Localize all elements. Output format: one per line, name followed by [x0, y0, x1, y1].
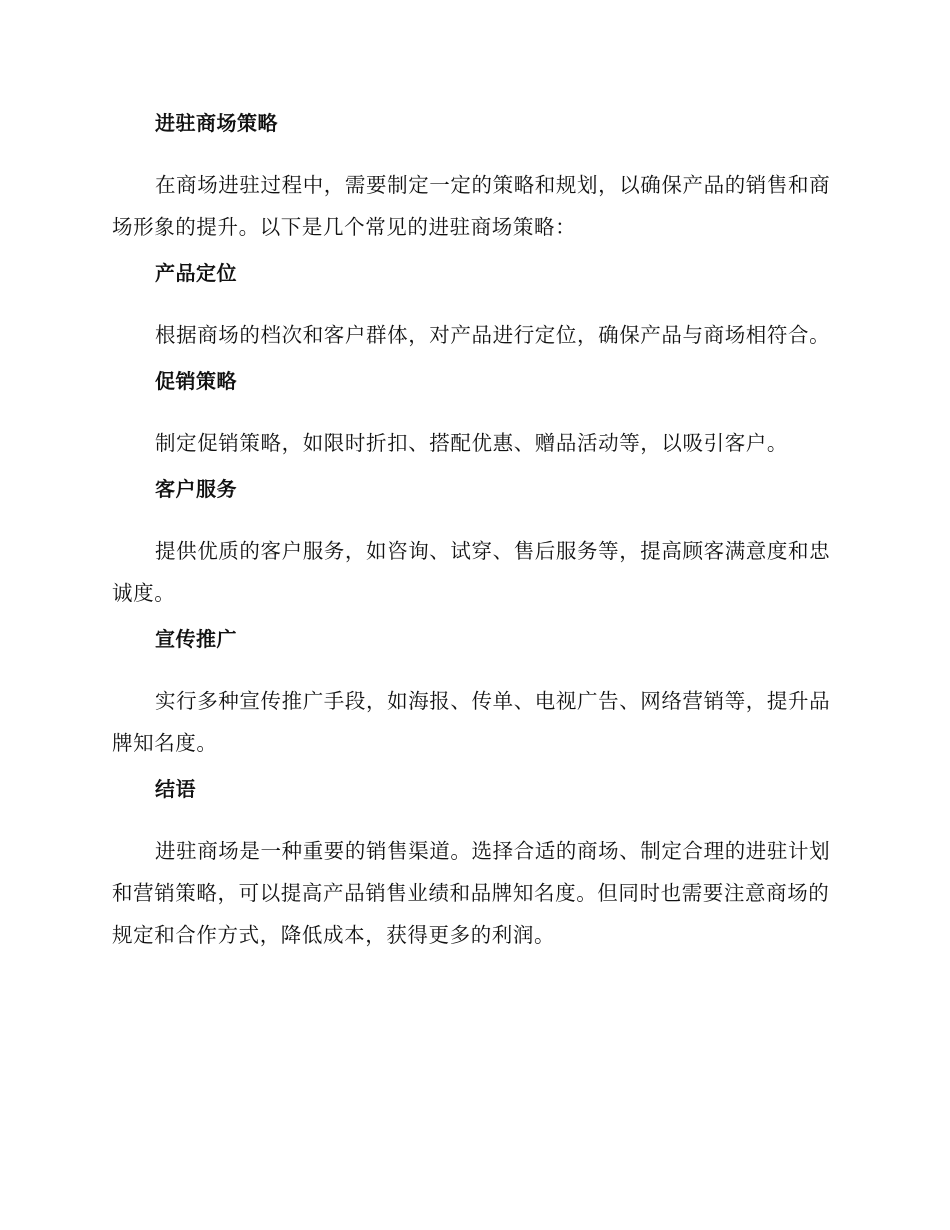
- section-paragraph: 进驻商场是一种重要的销售渠道。选择合适的商场、制定合理的进驻计划和营销策略，可以提高产品销售业绩和品牌知名度。但同时也需要注意商场的规定和合作方式，降低成本，获得更多的利润。: [112, 839, 831, 947]
- section-paragraph: 提供优质的客户服务，如咨询、试穿、售后服务等，提高顾客满意度和忠诚度。: [112, 539, 831, 605]
- section-conclusion: [112, 774, 832, 956]
- section-heading: 客户服务: [155, 477, 237, 501]
- section-heading: 结语: [155, 777, 196, 801]
- section-product-positioning: [112, 258, 832, 356]
- section-publicity: [112, 624, 832, 764]
- section-mall-entry-strategy: [112, 108, 832, 248]
- section-paragraph: 制定促销策略，如限时折扣、搭配优惠、赠品活动等，以吸引客户。: [155, 431, 788, 455]
- section-heading: 进驻商场策略: [155, 111, 278, 135]
- section-heading: 促销策略: [155, 369, 237, 393]
- section-heading: 产品定位: [155, 261, 237, 285]
- document-page: [112, 108, 832, 966]
- section-heading: 宣传推广: [155, 627, 237, 651]
- section-paragraph: 实行多种宣传推广手段，如海报、传单、电视广告、网络营销等，提升品牌知名度。: [112, 689, 831, 755]
- section-paragraph: 在商场进驻过程中，需要制定一定的策略和规划，以确保产品的销售和商场形象的提升。以下是几个常见的进驻商场策略：: [112, 173, 831, 239]
- section-paragraph: 根据商场的档次和客户群体，对产品进行定位，确保产品与商场相符合。: [155, 323, 831, 347]
- section-promotion-strategy: [112, 366, 832, 464]
- section-customer-service: [112, 474, 832, 614]
